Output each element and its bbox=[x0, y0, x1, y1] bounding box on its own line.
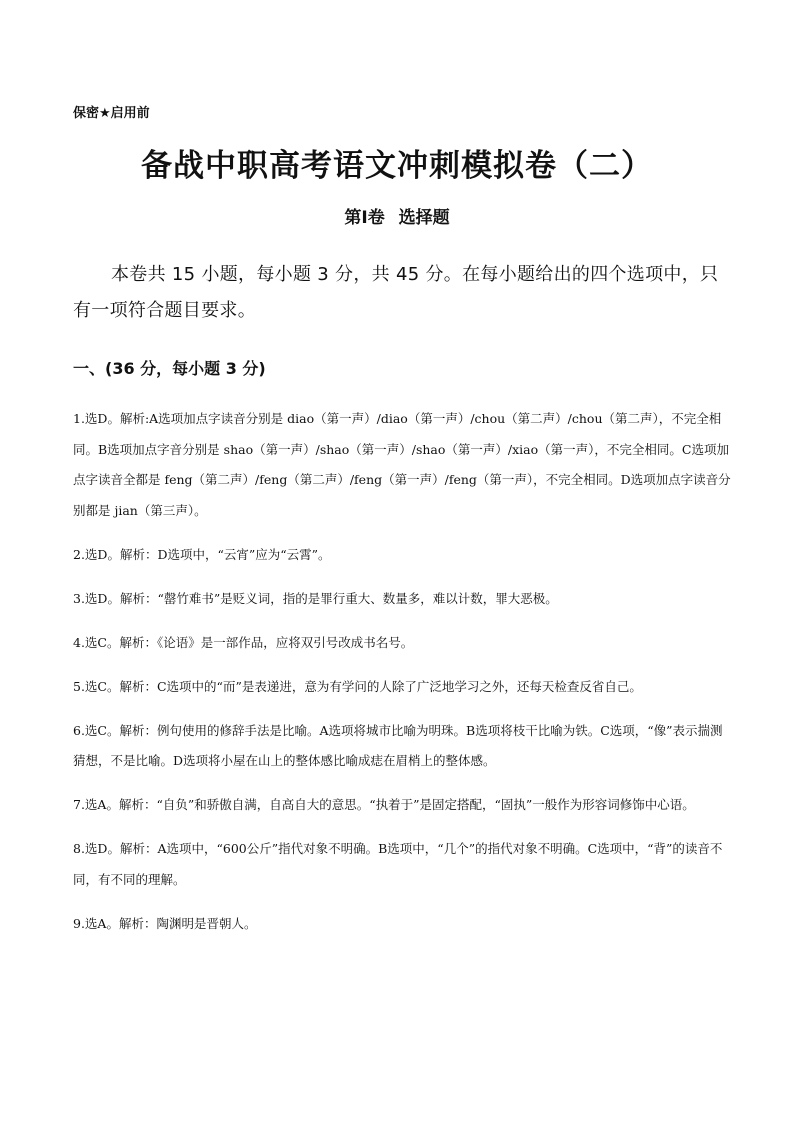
page-title: 备战中职高考语文冲刺模拟卷（二） bbox=[141, 148, 653, 184]
answer-item-1: 1.选D。解析:A选项加点字读音分别是 diao（第一声）/diao（第一声）/chou（第二声）/chou（第二声），不完全相同。B选项加点字音分别是 shao（第一声）/shao（第一声）/shao（第一声）/xiao（第一声），不完全相同。C选项加点字读音全都是 feng（第二声）/feng（第二声）/feng（第一声）/feng（第一声），不完全相同。D选项加点字读音分别都是 jian（第三声）。 bbox=[73, 411, 731, 518]
answer-item-8: 8.选D。解析：A选项中，“600公斤”指代对象不明确。B选项中，“几个”的指代对象不明确。C选项中，“背”的读音不同，有不同的理解。 bbox=[73, 841, 723, 887]
answer-item-4: 4.选C。解析：《论语》是一部作品，应将双引号改成书名号。 bbox=[73, 634, 414, 650]
answer-item-5: 5.选C。解析：C选项中的“而”是表递进，意为有学问的人除了广泛地学习之外，还每天检查反省自己。 bbox=[73, 678, 642, 694]
instructions-paragraph: 本卷共 15 小题，每小题 3 分，共 45 分。在每小题给出的四个选项中，只有一项符合题目要求。 bbox=[73, 264, 719, 321]
answer-item-2: 2.选D。解析：D选项中，“云宵”应为“云霄”。 bbox=[73, 546, 331, 562]
answer-item-9: 9.选A。解析：陶渊明是晋朝人。 bbox=[73, 915, 257, 931]
section-subtitle: 第Ⅰ卷 选择题 bbox=[344, 208, 450, 228]
part-one-heading: 一、(36 分，每小题 3 分) bbox=[73, 359, 266, 378]
confidential-label: 保密★启用前 bbox=[73, 106, 150, 121]
answer-item-3: 3.选D。解析：“罄竹难书”是贬义词，指的是罪行重大、数量多，难以计数，罪大恶极。 bbox=[73, 590, 558, 606]
answer-list bbox=[73, 404, 735, 953]
answer-item-6: 6.选C。解析：例句使用的修辞手法是比喻。A选项将城市比喻为明珠。B选项将枝干比喻为铁。C选项，“像”表示揣测猜想，不是比喻。D选项将小屋在山上的整体感比喻成痣在眉梢上的整体感。 bbox=[73, 722, 723, 768]
answer-item-7: 7.选A。解析：“自负”和骄傲自满，自高自大的意思。“执着于”是固定搭配，“固执”一般作为形容词修饰中心语。 bbox=[73, 797, 695, 812]
